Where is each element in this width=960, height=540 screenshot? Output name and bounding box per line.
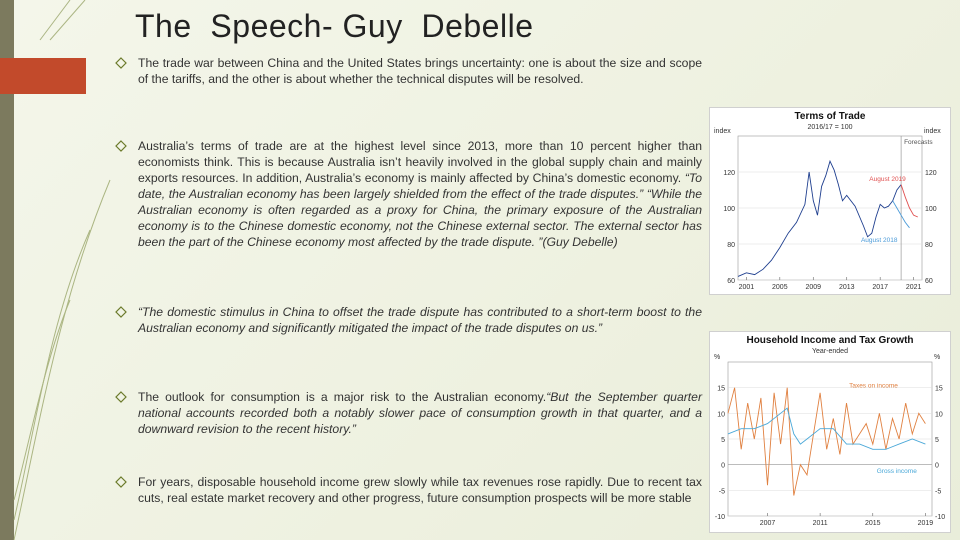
y-tick-label-right: 100	[925, 206, 937, 213]
bullet-text: Australia’s terms of trade are at the highest level since 2013, more than 10 percent higher than economists think. This is because Australia isn’t heavily involved in the global supply chain and mainly exports resources. In addition, Australia’s economy is mainly affected by China’s domestic economy.	[138, 139, 702, 185]
y-axis-label-left: %	[714, 354, 721, 361]
y-tick-label-right: 0	[935, 462, 939, 470]
bullet-quote: “But the September quarter national accounts recorded both a notably slower pace of consumption growth in that quarter, and a downward revision to the recent history.”	[138, 390, 703, 436]
y-tick-label-left: 80	[727, 242, 735, 249]
x-tick-label: 2011	[812, 520, 828, 527]
y-tick-label-left: 10	[717, 411, 725, 419]
terms-of-trade-svg	[710, 108, 950, 294]
slide-title: The Speech- Guy Debelle	[135, 8, 534, 44]
y-tick-label-left: -5	[718, 488, 725, 496]
y-tick-label-left: 0	[721, 462, 725, 470]
y-tick-label-right: -10	[935, 514, 946, 521]
chart-subtitle: 2016/17 = 100	[807, 124, 853, 131]
bullet-text: The outlook for consumption is a major risk to the Australian economy.	[138, 390, 547, 404]
x-tick-label: 2019	[917, 520, 934, 527]
y-tick-label-right: 15	[935, 385, 943, 393]
y-tick-label-left: 120	[723, 170, 735, 177]
bullet-3	[115, 304, 702, 336]
y-tick-label-right: 80	[925, 242, 933, 249]
y-tick-label-left: 60	[727, 278, 735, 285]
decorative-strokes	[0, 0, 120, 540]
y-axis-label-right: index	[924, 128, 941, 135]
forecast-label: Forecasts	[904, 139, 933, 146]
y-tick-label-left: 15	[717, 385, 725, 393]
terms-of-trade-chart	[709, 107, 951, 295]
y-tick-label-right: 5	[935, 437, 939, 444]
bullet-1	[115, 55, 702, 87]
chart-title: Household Income and Tax Growth	[746, 335, 914, 346]
diamond-bullet-icon	[115, 391, 127, 403]
x-tick-label: 2017	[872, 284, 888, 291]
diamond-bullet-icon	[115, 476, 127, 488]
series-label: August 2018	[860, 237, 898, 245]
chart-subtitle: Year-ended	[812, 348, 848, 355]
x-tick-label: 2015	[864, 520, 881, 527]
bullet-quote: “The domestic stimulus in China to offset the trade dispute has contributed to a short-term boost to the Australian economy and significantly mitigated the impact of the trade disputes on us.”	[138, 305, 702, 335]
bullet-text: The trade war between China and the United States brings uncertainty: one is about the size and scope of the tariffs, and the other is about whether the technical disputes will be resolved.	[138, 56, 702, 86]
y-tick-label-right: 60	[925, 278, 933, 285]
series-label: August 2019	[869, 176, 906, 183]
series-line	[728, 388, 925, 496]
y-axis-label-right: %	[934, 354, 941, 361]
bullet-2	[115, 138, 702, 250]
chart-title: Terms of Trade	[794, 111, 866, 122]
bullet-5	[115, 474, 702, 506]
x-tick-label: 2001	[738, 284, 755, 291]
y-tick-label-right: -5	[935, 488, 942, 496]
y-tick-label-left: 100	[723, 206, 735, 213]
diamond-bullet-icon	[115, 306, 127, 318]
y-axis-label-left: index	[714, 128, 731, 135]
household-income-chart	[709, 331, 951, 533]
bullet-4	[115, 389, 702, 437]
x-tick-label: 2009	[805, 284, 822, 291]
bullet-quote: “To date, the Australian economy has been largely shielded from the effect of the trade disputes.” “While the Australian economy is often regarded as a proxy for China, the primary exposure of the Australian economy is to the Chinese domestic economy, not the Chinese external sector. The external sector has been the part of the Chinese economy most affected by the trade dispute. ”(Guy Debelle)	[138, 171, 702, 249]
series-line	[901, 185, 918, 217]
diamond-bullet-icon	[115, 140, 127, 152]
x-tick-label: 2013	[838, 284, 855, 291]
y-tick-label-right: 10	[935, 411, 943, 419]
y-tick-label-left: 5	[721, 437, 725, 444]
x-tick-label: 2021	[905, 284, 922, 291]
household-income-svg	[710, 332, 950, 532]
x-tick-label: 2007	[759, 520, 776, 527]
x-tick-label: 2005	[772, 284, 788, 291]
y-tick-label-left: -10	[714, 514, 725, 521]
series-label: Gross income	[876, 467, 917, 475]
diamond-bullet-icon	[115, 57, 127, 69]
y-tick-label-right: 120	[925, 170, 937, 177]
bullet-text: For years, disposable household income grew slowly while tax revenues rose rapidly. Due to recent tax cuts, real estate market recovery and other progress, future consumption prospects will be more stable	[138, 475, 702, 505]
series-label: Taxes on income	[849, 382, 898, 390]
